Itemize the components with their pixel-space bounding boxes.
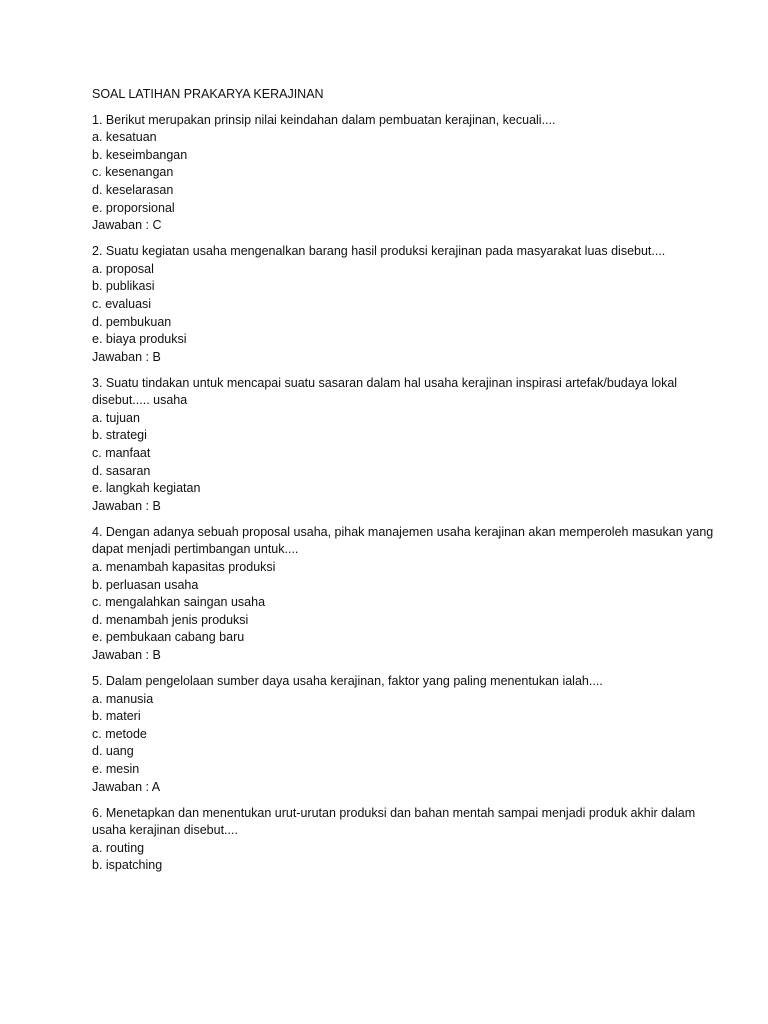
document-title: SOAL LATIHAN PRAKARYA KERAJINAN [92,87,324,101]
question-text: 5. Dalam pengelolaan sumber daya usaha kerajinan, faktor yang paling menentukan ialah.... [92,673,603,688]
option-e: e. pembukaan cabang baru [92,630,245,645]
answer-key: Jawaban : A [92,779,161,794]
option-a: a. kesatuan [92,130,157,145]
option-d: d. keselarasan [92,182,174,197]
option-e: e. mesin [92,761,140,776]
option-b: b. materi [92,709,141,724]
option-e: e. proporsional [92,200,175,215]
question-4 [92,524,732,665]
option-a: a. manusia [92,691,154,706]
option-c: c. manfaat [92,446,151,461]
answer-key: Jawaban : B [92,349,161,364]
question-6 [92,805,732,875]
answer-key: Jawaban : B [92,498,161,513]
answer-key: Jawaban : B [92,647,161,662]
question-text: 4. Dengan adanya sebuah proposal usaha, pihak manajemen usaha kerajinan akan memperoleh masukan yang dapat menjadi pertimbangan untuk.... [92,524,714,557]
option-d: d. sasaran [92,463,151,478]
option-d: d. menambah jenis produksi [92,612,249,627]
question-5 [92,673,732,796]
option-b: b. publikasi [92,279,155,294]
option-a: a. routing [92,840,145,855]
answer-key: Jawaban : C [92,218,162,233]
option-a: a. proposal [92,261,154,276]
question-3 [92,375,732,516]
option-b: b. keseimbangan [92,147,188,162]
option-b: b. ispatching [92,858,163,873]
option-d: d. pembukuan [92,314,172,329]
question-text: 6. Menetapkan dan menentukan urut-urutan produksi dan bahan mentah sampai menjadi produk akhir dalam usaha kerajinan disebut.... [92,805,696,838]
question-text: 1. Berikut merupakan prinsip nilai keindahan dalam pembuatan kerajinan, kecuali.... [92,112,556,127]
option-e: e. langkah kegiatan [92,481,201,496]
question-text: 3. Suatu tindakan untuk mencapai suatu sasaran dalam hal usaha kerajinan inspirasi artefak/budaya lokal disebut..... usaha [92,375,678,408]
option-c: c. kesenangan [92,165,174,180]
option-e: e. biaya produksi [92,332,187,347]
option-c: c. mengalahkan saingan usaha [92,595,266,610]
question-text: 2. Suatu kegiatan usaha mengenalkan barang hasil produksi kerajinan pada masyarakat luas disebut.... [92,244,666,259]
option-b: b. strategi [92,428,147,443]
option-d: d. uang [92,744,134,759]
document-page [92,86,732,883]
option-a: a. menambah kapasitas produksi [92,560,276,575]
question-1 [92,112,732,235]
question-2 [92,243,732,366]
option-b: b. perluasan usaha [92,577,199,592]
option-a: a. tujuan [92,410,140,425]
option-c: c. evaluasi [92,296,152,311]
option-c: c. metode [92,726,147,741]
